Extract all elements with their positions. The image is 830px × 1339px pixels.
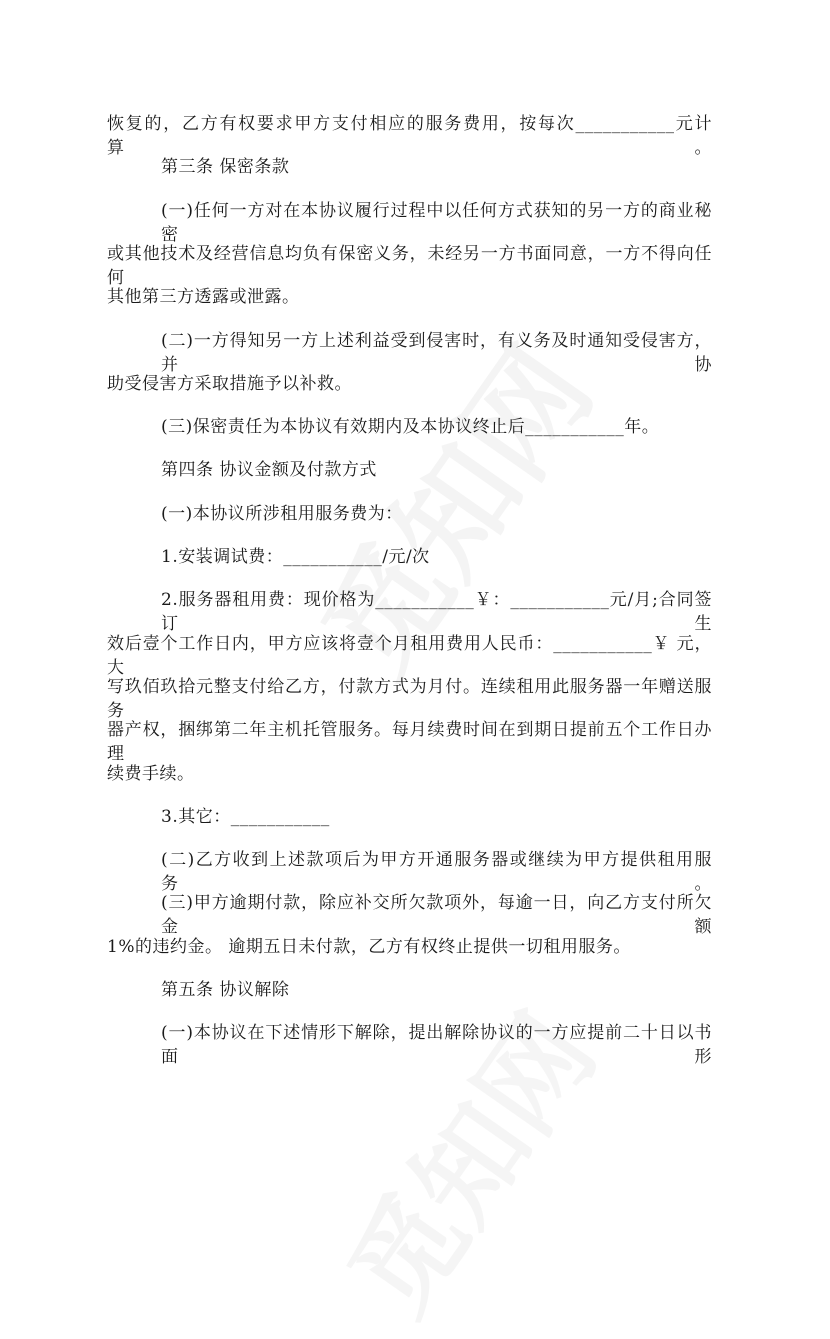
text-line: (三)保密责任为本协议有效期内及本协议终止后___________年。 bbox=[161, 417, 660, 438]
text-line: 3.其它：___________ bbox=[161, 806, 330, 827]
text-line: 1%的违约金。 逾期五日未付款，乙方有权终止提供一切租用服务。 bbox=[107, 936, 631, 957]
text-line: 写玖佰玖拾元整支付给乙方，付款方式为月付。连续租用此服务器一年赠送服务 bbox=[107, 676, 712, 721]
text-line: 第五条 协议解除 bbox=[161, 980, 290, 1000]
text-line: (一)任何一方对在本协议履行过程中以任何方式获知的另一方的商业秘密 bbox=[161, 200, 712, 245]
text-line: 助受侵害方采取措施予以补救。 bbox=[107, 373, 352, 394]
text-line: (二)一方得知另一方上述利益受到侵害时，有义务及时通知受侵害方，并协 bbox=[161, 330, 712, 375]
text-line: 第三条 保密条款 bbox=[161, 157, 290, 178]
text-line: (一)本协议在下述情形下解除，提出解除协议的一方应提前二十日以书面形 bbox=[161, 1023, 712, 1068]
text-line: 器产权，捆绑第二年主机托管服务。每月续费时间在到期日提前五个工作日办理 bbox=[107, 720, 712, 765]
text-line: 2.服务器租用费：现价格为___________￥：___________元/月;合同签订生 bbox=[161, 590, 712, 635]
text-line: 或其他技术及经营信息均负有保密义务，未经另一方书面同意，一方不得向任何 bbox=[107, 243, 712, 288]
text-line: (二)乙方收到上述款项后为甲方开通服务器或继续为甲方提供租用服务。 bbox=[161, 850, 712, 895]
text-line: (一)本协议所涉租用服务费为： bbox=[161, 503, 403, 524]
text-line: (三)甲方逾期付款，除应补交所欠款项外，每逾一日，向乙方支付所欠金额 bbox=[161, 893, 712, 938]
text-line: 其他第三方透露或泄露。 bbox=[107, 287, 300, 308]
text-line: 效后壹个工作日内，甲方应该将壹个月租用费用人民币：___________￥ 元，大 bbox=[107, 633, 712, 678]
text-line: 续费手续。 bbox=[107, 763, 195, 784]
text-line: 1.安装调试费：___________/元/次 bbox=[161, 547, 430, 567]
text-line: 恢复的，乙方有权要求甲方支付相应的服务费用，按每次___________元计算。 bbox=[107, 114, 712, 158]
text-line: 第四条 协议金额及付款方式 bbox=[161, 460, 377, 481]
